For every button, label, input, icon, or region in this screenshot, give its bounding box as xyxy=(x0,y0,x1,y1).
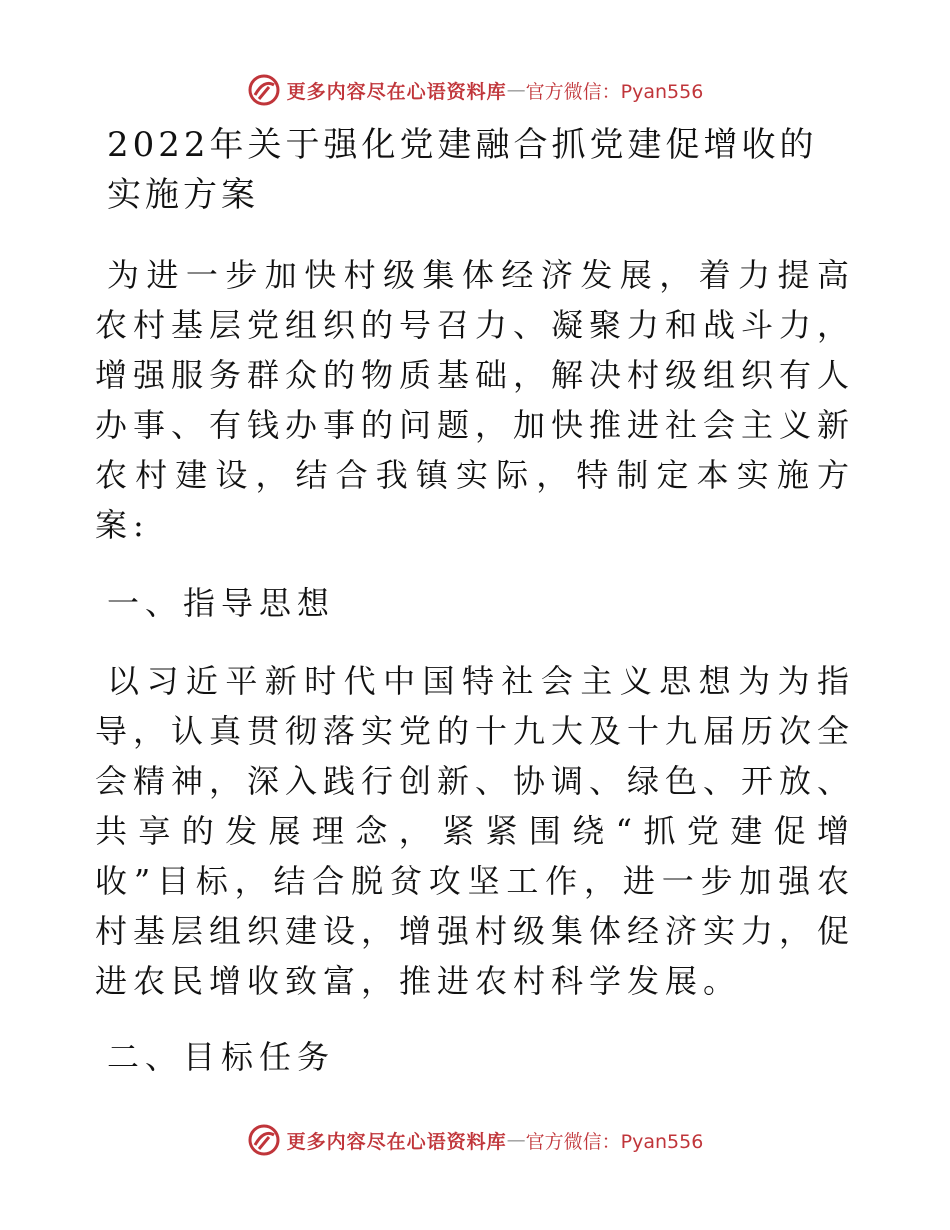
section2-heading: 二、目标任务 xyxy=(107,1038,336,1076)
logo-icon xyxy=(247,73,281,107)
banner-main-text: 更多内容尽在心语资料库 xyxy=(286,80,507,103)
banner-wechat-text: 官方微信：Pyan556 xyxy=(525,80,704,103)
document-body xyxy=(95,120,855,1082)
footer-watermark-banner xyxy=(0,1120,950,1160)
logo-icon xyxy=(247,1123,281,1157)
banner-separator: — xyxy=(506,79,526,101)
header-watermark-banner xyxy=(0,70,950,110)
intro-paragraph: 为进一步加快村级集体经济发展，着力提高农村基层党组织的号召力、凝聚力和战斗力，增强服务群众的物质基础，解决村级组织有人办事、有钱办事的问题，加快推进社会主义新农村建设，结合我镇实际，特制定本实施方案: xyxy=(95,256,856,544)
banner-main-text: 更多内容尽在心语资料库 xyxy=(286,1130,507,1153)
banner-wechat-text: 官方微信：Pyan556 xyxy=(525,1130,704,1153)
document-title: 2022年关于强化党建融合抓党建促增收的实施方案 xyxy=(107,125,818,215)
section1-heading: 一、指导思想 xyxy=(107,584,336,622)
section1-body: 以习近平新时代中国特社会主义思想为为指导，认真贯彻落实党的十九大及十九届历次全会精神，深入践行创新、协调、绿色、开放、共享的发展理念，紧紧围绕“抓党建促增收”目标，结合脱贫攻坚工作，进一步加强农村基层组织建设，增强村级集体经济实力，促进农民增收致富，推进农村科学发展。 xyxy=(95,662,856,1000)
banner-separator: — xyxy=(506,1129,526,1151)
